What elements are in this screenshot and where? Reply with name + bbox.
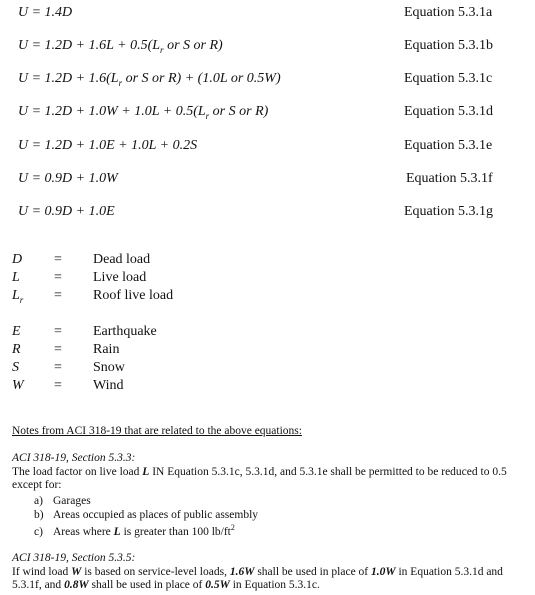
equation-formula: U = 0.9D + 1.0E [18, 204, 115, 219]
definition-row [0, 342, 535, 360]
section-paragraph: If wind load W is based on service-level loads, 1.6W shall be used in place of 1.0W in Equation 5.3.1d and 5.3.1f, and 0.8W shall be used in place of 0.5W in Equation 5.3.1c. [12, 566, 503, 591]
equation-formula: U = 0.9D + 1.0W [18, 171, 118, 186]
list-item: a) Garages [34, 495, 91, 507]
notes-title: Notes from ACI 318-19 that are related to the above equations: [12, 425, 302, 437]
equation-formula: $U = 1.2D + 1.6L + 0.5(L_r$ or S or R) [18, 38, 223, 55]
equation-label: Equation 5.3.1d [404, 104, 494, 119]
definition-symbol: R [12, 342, 21, 357]
equation-label: Equation 5.3.1a [404, 5, 493, 20]
definition-text: Earthquake [93, 324, 157, 339]
definition-text: Live load [93, 270, 147, 285]
definition-row [0, 360, 535, 378]
list-item: b) Areas occupied as places of public assembly [34, 509, 259, 521]
equals-sign: = [54, 252, 62, 267]
equation-formula: U = 1.4D [18, 5, 73, 20]
equals-sign: = [54, 342, 62, 357]
equals-sign: = [54, 270, 62, 285]
definition-text: Roof live load [93, 288, 174, 303]
equation-label: Equation 5.3.1e [404, 138, 493, 153]
equation-row [0, 138, 535, 160]
equation-row [0, 5, 535, 27]
definition-row [0, 324, 535, 342]
definition-text: Rain [93, 342, 120, 357]
equation-label: Equation 5.3.1f [406, 171, 493, 186]
definition-text: Wind [93, 378, 124, 393]
equation-row [0, 171, 535, 193]
equals-sign: = [54, 360, 62, 375]
definition-symbol: E [12, 324, 21, 339]
equation-formula: U = 1.2D + 1.0E + 1.0L + 0.2S [18, 138, 198, 153]
equation-label: Equation 5.3.1c [404, 71, 493, 86]
equation-label: Equation 5.3.1g [404, 204, 494, 219]
section-title: ACI 318-19, Section 5.3.3: [12, 452, 136, 464]
equals-sign: = [54, 288, 62, 303]
list-item: c) Areas where L is greater than 100 $lb/ft^2$ [34, 523, 235, 538]
definition-row [0, 270, 535, 288]
definition-row [0, 252, 535, 270]
definition-text: Dead load [93, 252, 151, 267]
equals-sign: = [54, 378, 62, 393]
definition-symbol: S [12, 360, 19, 375]
section-paragraph: The load factor on live load L IN Equation 5.3.1c, 5.3.1d, and 5.3.1e shall be permitted to be reduced to 0.5 except for: [12, 466, 507, 491]
equation-row [0, 204, 535, 226]
equation-formula: $U = 1.2D + 1.0W + 1.0L + 0.5(L_r$ or S or R) [18, 104, 269, 121]
definition-symbol: D [12, 252, 23, 267]
definition-row [0, 288, 535, 306]
definition-row [0, 378, 535, 396]
definition-symbol: L [12, 270, 20, 285]
equation-row [0, 38, 535, 60]
equation-label: Equation 5.3.1b [404, 38, 494, 53]
equation-row [0, 104, 535, 126]
section-title: ACI 318-19, Section 5.3.5: [12, 552, 136, 564]
equation-row [0, 71, 535, 93]
definition-symbol: W [12, 378, 24, 393]
equals-sign: = [54, 324, 62, 339]
definition-text: Snow [93, 360, 125, 375]
equation-formula: $U = 1.2D + 1.6(L_r$ or S or R) + (1.0L or 0.5W) [18, 71, 281, 88]
definition-symbol: $L_r$ [12, 288, 24, 305]
